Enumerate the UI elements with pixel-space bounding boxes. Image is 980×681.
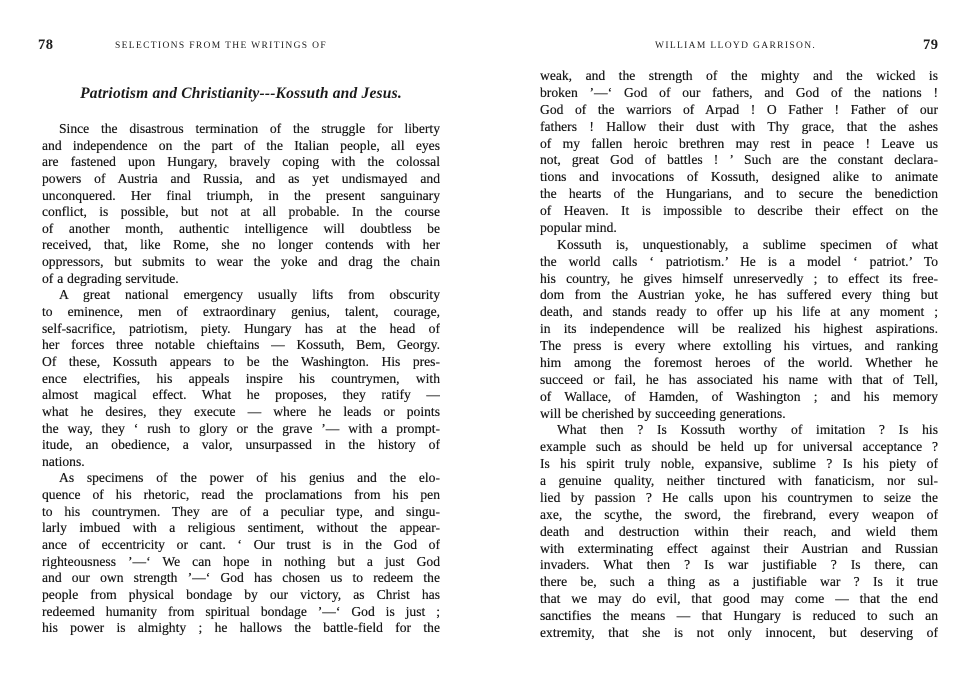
text-line: are fastened upon Hungary, bravely coping with the colossal: [42, 154, 440, 170]
text-line: ance of eccentricity or cant. ‘ Our trust is in the God of: [42, 537, 440, 553]
text-line: her forces three notable chieftains — Kossuth, Bem, Georgy.: [42, 337, 440, 353]
text-line: invaders. What then ? Is war justifiable ? Is there, can: [540, 557, 938, 573]
text-line: lied by passion ? He calls upon his countrymen to seize the: [540, 489, 938, 505]
paragraph: [540, 422, 938, 641]
text-line: succeed or fail, he has associated his name with that of Tell,: [540, 371, 938, 387]
text-line: redeemed humanity from spiritual bondage ’—‘ God is just ;: [42, 603, 440, 619]
text-line: the world calls ‘ patriotism.’ He is a model ‘ patriot.’ To: [540, 253, 938, 269]
text-line: unconquered. Her final triumph, in the present sanguinary: [42, 187, 440, 203]
text-line: there be, such a thing as a justifiable war ? Is it true: [540, 574, 938, 590]
text-line: What then ? Is Kossuth worthy of imitation ? Is his: [557, 422, 938, 438]
paragraph: [42, 121, 440, 287]
text-line: people from physical bondage by our victory, as Christ has: [42, 586, 440, 602]
text-line: powers of Austria and Russia, and as yet undismayed and: [42, 170, 440, 186]
text-line: broken ’—‘ God of our fathers, and God of the nations !: [540, 84, 938, 100]
running-head: WILLIAM LLOYD GARRISON.: [655, 41, 817, 51]
text-line: death and destruction within their reach, and wield them: [540, 523, 938, 539]
text-line: fathers ! Hallow their dust with Thy grace, that the ashes: [540, 118, 938, 134]
text-line: A great national emergency usually lifts from obscurity: [59, 287, 440, 303]
text-line: to eminence, men of extraordinary genius, talent, courage,: [42, 304, 440, 320]
text-line: his country, he gives himself unreservedly ; to effect its free-: [540, 270, 938, 286]
text-line: will be cherished by succeeding generations.: [540, 405, 786, 421]
paragraph: [42, 470, 440, 636]
text-line: extremity, that she is not only innocent, but deserving of: [540, 624, 938, 640]
text-line: larly imbued with a religious sentiment, without the appear-: [42, 520, 440, 536]
text-line: death, and stands ready to offer up his life at any moment ;: [540, 304, 938, 320]
text-line: of Wallace, of Hamden, of Washington ; and his memory: [540, 388, 938, 404]
text-line: received, that, like Rome, she no longer contends with her: [42, 237, 440, 253]
text-line: of another month, authentic intelligence will doubtless be: [42, 220, 440, 236]
text-line: axe, the scythe, the sword, the firebrand, every weapon of: [540, 506, 938, 522]
text-line: the way, they ‘ rush to glory or the grave ’— with a prompt-: [42, 420, 440, 436]
text-line: Since the disastrous termination of the struggle for liberty: [59, 121, 440, 136]
text-line: tions and invocations of Kossuth, designed alike to animate: [540, 169, 938, 185]
text-line: in its independence will be realized his highest aspirations.: [540, 321, 938, 337]
text-line: conflict, is possible, but not at all probable. In the course: [42, 204, 440, 220]
left-page-body: [42, 121, 440, 637]
paragraph: [42, 287, 440, 470]
text-line: popular mind.: [540, 219, 617, 235]
paragraph: [540, 237, 938, 423]
text-line: oppressors, but submits to wear the yoke and drag the chain: [42, 254, 440, 270]
text-line: a genuine quality, neither tinctured with fanaticism, nor sul-: [540, 473, 938, 488]
text-line: that we may do evil, that good may come — that the end: [540, 591, 938, 607]
text-line: Is his spirit truly noble, expansive, sublime ? Is his piety of: [540, 456, 938, 472]
text-line: the hearts of the Hungarians, and to secure the benediction: [540, 186, 938, 202]
text-line: nations.: [42, 453, 85, 469]
text-line: his power is almighty ; he hallows the battle-field for the: [42, 620, 440, 636]
page-number: 78: [38, 37, 54, 53]
text-line: quence of his rhetoric, read the proclamations from his pen: [42, 487, 440, 503]
text-line: The press is every where extolling his virtues, and ranking: [540, 338, 938, 353]
text-line: weak, and the strength of the mighty and the wicked is: [540, 68, 938, 83]
text-line: righteousness ’—‘ We can hope in nothing but a just God: [42, 553, 440, 569]
text-line: itude, an obedience, a valor, unsurpassed in the history of: [42, 437, 440, 453]
page-number: 79: [923, 37, 939, 53]
paragraph: [540, 68, 938, 237]
text-line: God of the warriors of Arpad ! O Father ! Father of our: [540, 101, 938, 117]
running-head: SELECTIONS FROM THE WRITINGS OF: [115, 41, 327, 51]
text-line: Kossuth is, unquestionably, a sublime specimen of what: [557, 236, 938, 252]
right-page-body: [540, 68, 938, 642]
text-line: dom from the Austrian yoke, he has suffered every thing but: [540, 287, 938, 303]
chapter-title: Patriotism and Christianity---Kossuth and Jesus.: [80, 85, 402, 102]
text-line: self-sacrifice, patriotism, piety. Hungary has at the head of: [42, 320, 440, 336]
text-line: of Heaven. It is impossible to describe their effect on the: [540, 203, 938, 218]
text-line: As specimens of the power of his genius and the elo-: [59, 470, 440, 486]
text-line: ence electrifies, his appeals inspire his countrymen, with: [42, 370, 440, 386]
text-line: to his countrymen. They are of a peculiar type, and singu-: [42, 503, 440, 519]
text-line: sanctifies the means — that Hungary is reduced to such an: [540, 608, 938, 623]
text-line: what he desires, they execute — where he leads or points: [42, 403, 440, 419]
text-line: and independence on the part of the Italian people, all eyes: [42, 137, 440, 153]
text-line: and our own strength ’—‘ God has chosen us to redeem the: [42, 570, 440, 586]
text-line: of a degrading servitude.: [42, 270, 179, 286]
text-line: almost magical effect. What he proposes, they ratify —: [42, 387, 440, 403]
text-line: example such as should be held up for universal acceptance ?: [540, 439, 938, 455]
text-line: him among the foremost heroes of the world. Whether he: [540, 354, 938, 370]
text-line: with exterminating effect against their Austrian and Russian: [540, 540, 938, 556]
text-line: not, great God of battles ! ’ Such are the constant declara-: [540, 152, 938, 168]
text-line: of my fallen heroic brethren may rest in peace ! Leave us: [540, 135, 938, 151]
text-line: Of these, Kossuth appears to be the Washington. His pres-: [42, 353, 440, 369]
